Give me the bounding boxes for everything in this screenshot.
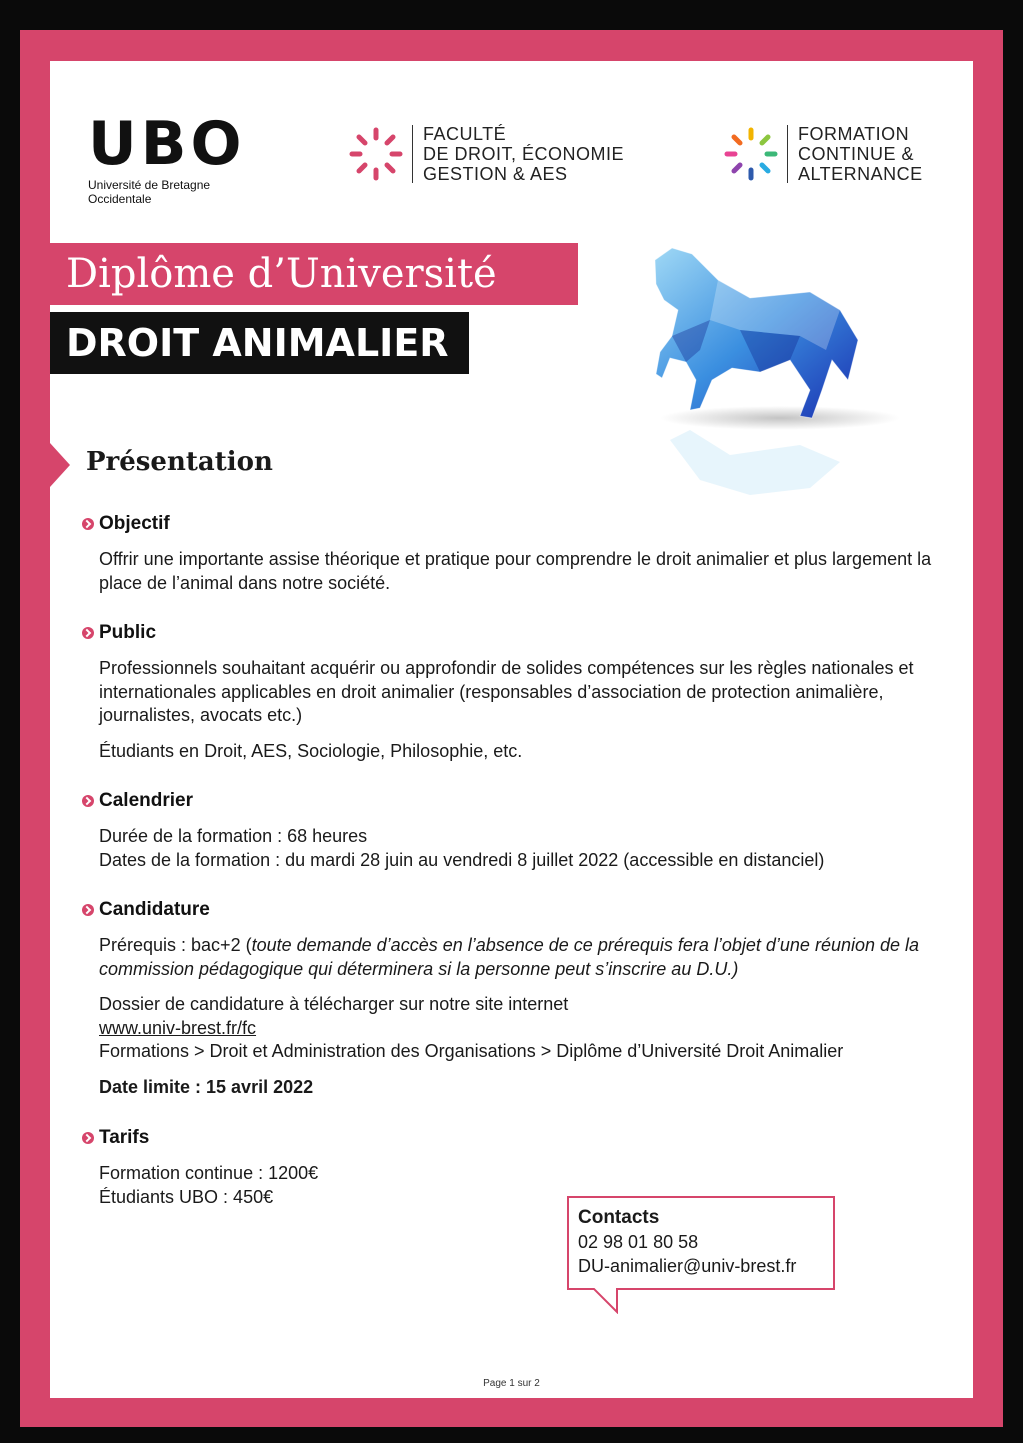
calendrier-heading: Calendrier bbox=[99, 790, 193, 811]
faculty-logo-text bbox=[423, 124, 624, 184]
chevron-bullet-icon bbox=[82, 795, 94, 807]
public-text-students: Étudiants en Droit, AES, Sociologie, Philosophie, etc. bbox=[99, 740, 523, 761]
public-text-professionals: Professionnels souhaitant acquérir ou approfondir de solides compétences sur les règles nationales et internationales applicables en droit animalier (responsables d’association de protection animalière, journalistes, avocats etc.) bbox=[99, 658, 914, 725]
candidature-prerequis bbox=[99, 934, 942, 981]
contacts-email[interactable]: DU-animalier@univ-brest.fr bbox=[578, 1256, 797, 1276]
ubo-logo bbox=[88, 109, 273, 206]
chevron-bullet-icon bbox=[82, 518, 94, 530]
public-heading: Public bbox=[99, 622, 157, 643]
candidature-deadline: Date limite : 15 avril 2022 bbox=[99, 1076, 314, 1097]
chevron-bullet-icon bbox=[82, 627, 94, 639]
chevron-bullet-icon bbox=[82, 904, 94, 916]
section-public bbox=[82, 621, 942, 763]
formation-logo-text bbox=[798, 124, 923, 184]
contacts-title: Contacts bbox=[578, 1207, 660, 1228]
contacts-box bbox=[567, 1196, 835, 1290]
ubo-logo-subtitle: Université de Bretagne Occidentale bbox=[88, 178, 211, 206]
presentation-notch bbox=[50, 443, 70, 487]
tarifs-heading: Tarifs bbox=[99, 1127, 150, 1148]
calendrier-dates: Dates de la formation : du mardi 28 juin au vendredi 8 juillet 2022 (accessible en distanciel) bbox=[99, 849, 825, 870]
faculty-logo bbox=[348, 124, 624, 184]
candidature-heading: Candidature bbox=[99, 899, 210, 920]
tarif-etudiants: Étudiants UBO : 450€ bbox=[99, 1186, 274, 1207]
formation-logo bbox=[723, 124, 923, 184]
chevron-bullet-icon bbox=[82, 1132, 94, 1144]
prerequis-note: toute demande d’accès en l’absence de ce prérequis fera l’objet d’une réunion de la commission pédagogique qui déterminera si la personne peut s’inscrire au D.U.) bbox=[99, 935, 920, 979]
faculty-logo-divider bbox=[412, 125, 413, 183]
formation-line-2: CONTINUE & bbox=[798, 144, 915, 164]
formation-burst-icon bbox=[723, 126, 779, 182]
section-objectif bbox=[82, 512, 942, 595]
tarif-formation-continue: Formation continue : 1200€ bbox=[99, 1163, 319, 1183]
candidature-dossier bbox=[99, 993, 942, 1064]
prerequis-label: Prérequis : bac+2 ( bbox=[99, 935, 252, 955]
presentation-title: Présentation bbox=[86, 447, 273, 477]
dossier-text: Dossier de candidature à télécharger sur notre site internet bbox=[99, 994, 569, 1014]
formation-line-3: ALTERNANCE bbox=[798, 164, 923, 184]
dossier-path: Formations > Droit et Administration des Organisations > Diplôme d’Université Droit Animalier bbox=[99, 1041, 844, 1061]
objectif-heading: Objectif bbox=[99, 513, 170, 534]
faculty-burst-icon bbox=[348, 126, 404, 182]
univ-brest-link[interactable]: www.univ-brest.fr/fc bbox=[99, 1017, 257, 1038]
contacts-phone[interactable]: 02 98 01 80 58 bbox=[578, 1232, 699, 1252]
page-number: Page 1 sur 2 bbox=[483, 1378, 540, 1389]
speech-tail-icon bbox=[593, 1288, 623, 1314]
horse-illustration bbox=[600, 240, 900, 510]
calendrier-text bbox=[99, 825, 942, 872]
faculty-line-3: GESTION & AES bbox=[423, 164, 568, 184]
faculty-line-2: DE DROIT, ÉCONOMIE bbox=[423, 144, 625, 164]
title-diplome: Diplôme d’Université bbox=[50, 243, 578, 305]
formation-logo-divider bbox=[787, 125, 788, 183]
formation-line-1: FORMATION bbox=[798, 124, 910, 144]
calendrier-duree: Durée de la formation : 68 heures bbox=[99, 826, 368, 846]
section-calendrier bbox=[82, 789, 942, 872]
ubo-logo-mark: UBO bbox=[88, 109, 246, 179]
objectif-text: Offrir une importante assise théorique et pratique pour comprendre le droit animalier et plus largement la place de l’animal dans notre société. bbox=[99, 549, 932, 593]
title-droit-animalier: DROIT ANIMALIER bbox=[50, 312, 469, 374]
section-candidature bbox=[82, 898, 942, 1099]
faculty-line-1: FACULTÉ bbox=[423, 124, 507, 144]
